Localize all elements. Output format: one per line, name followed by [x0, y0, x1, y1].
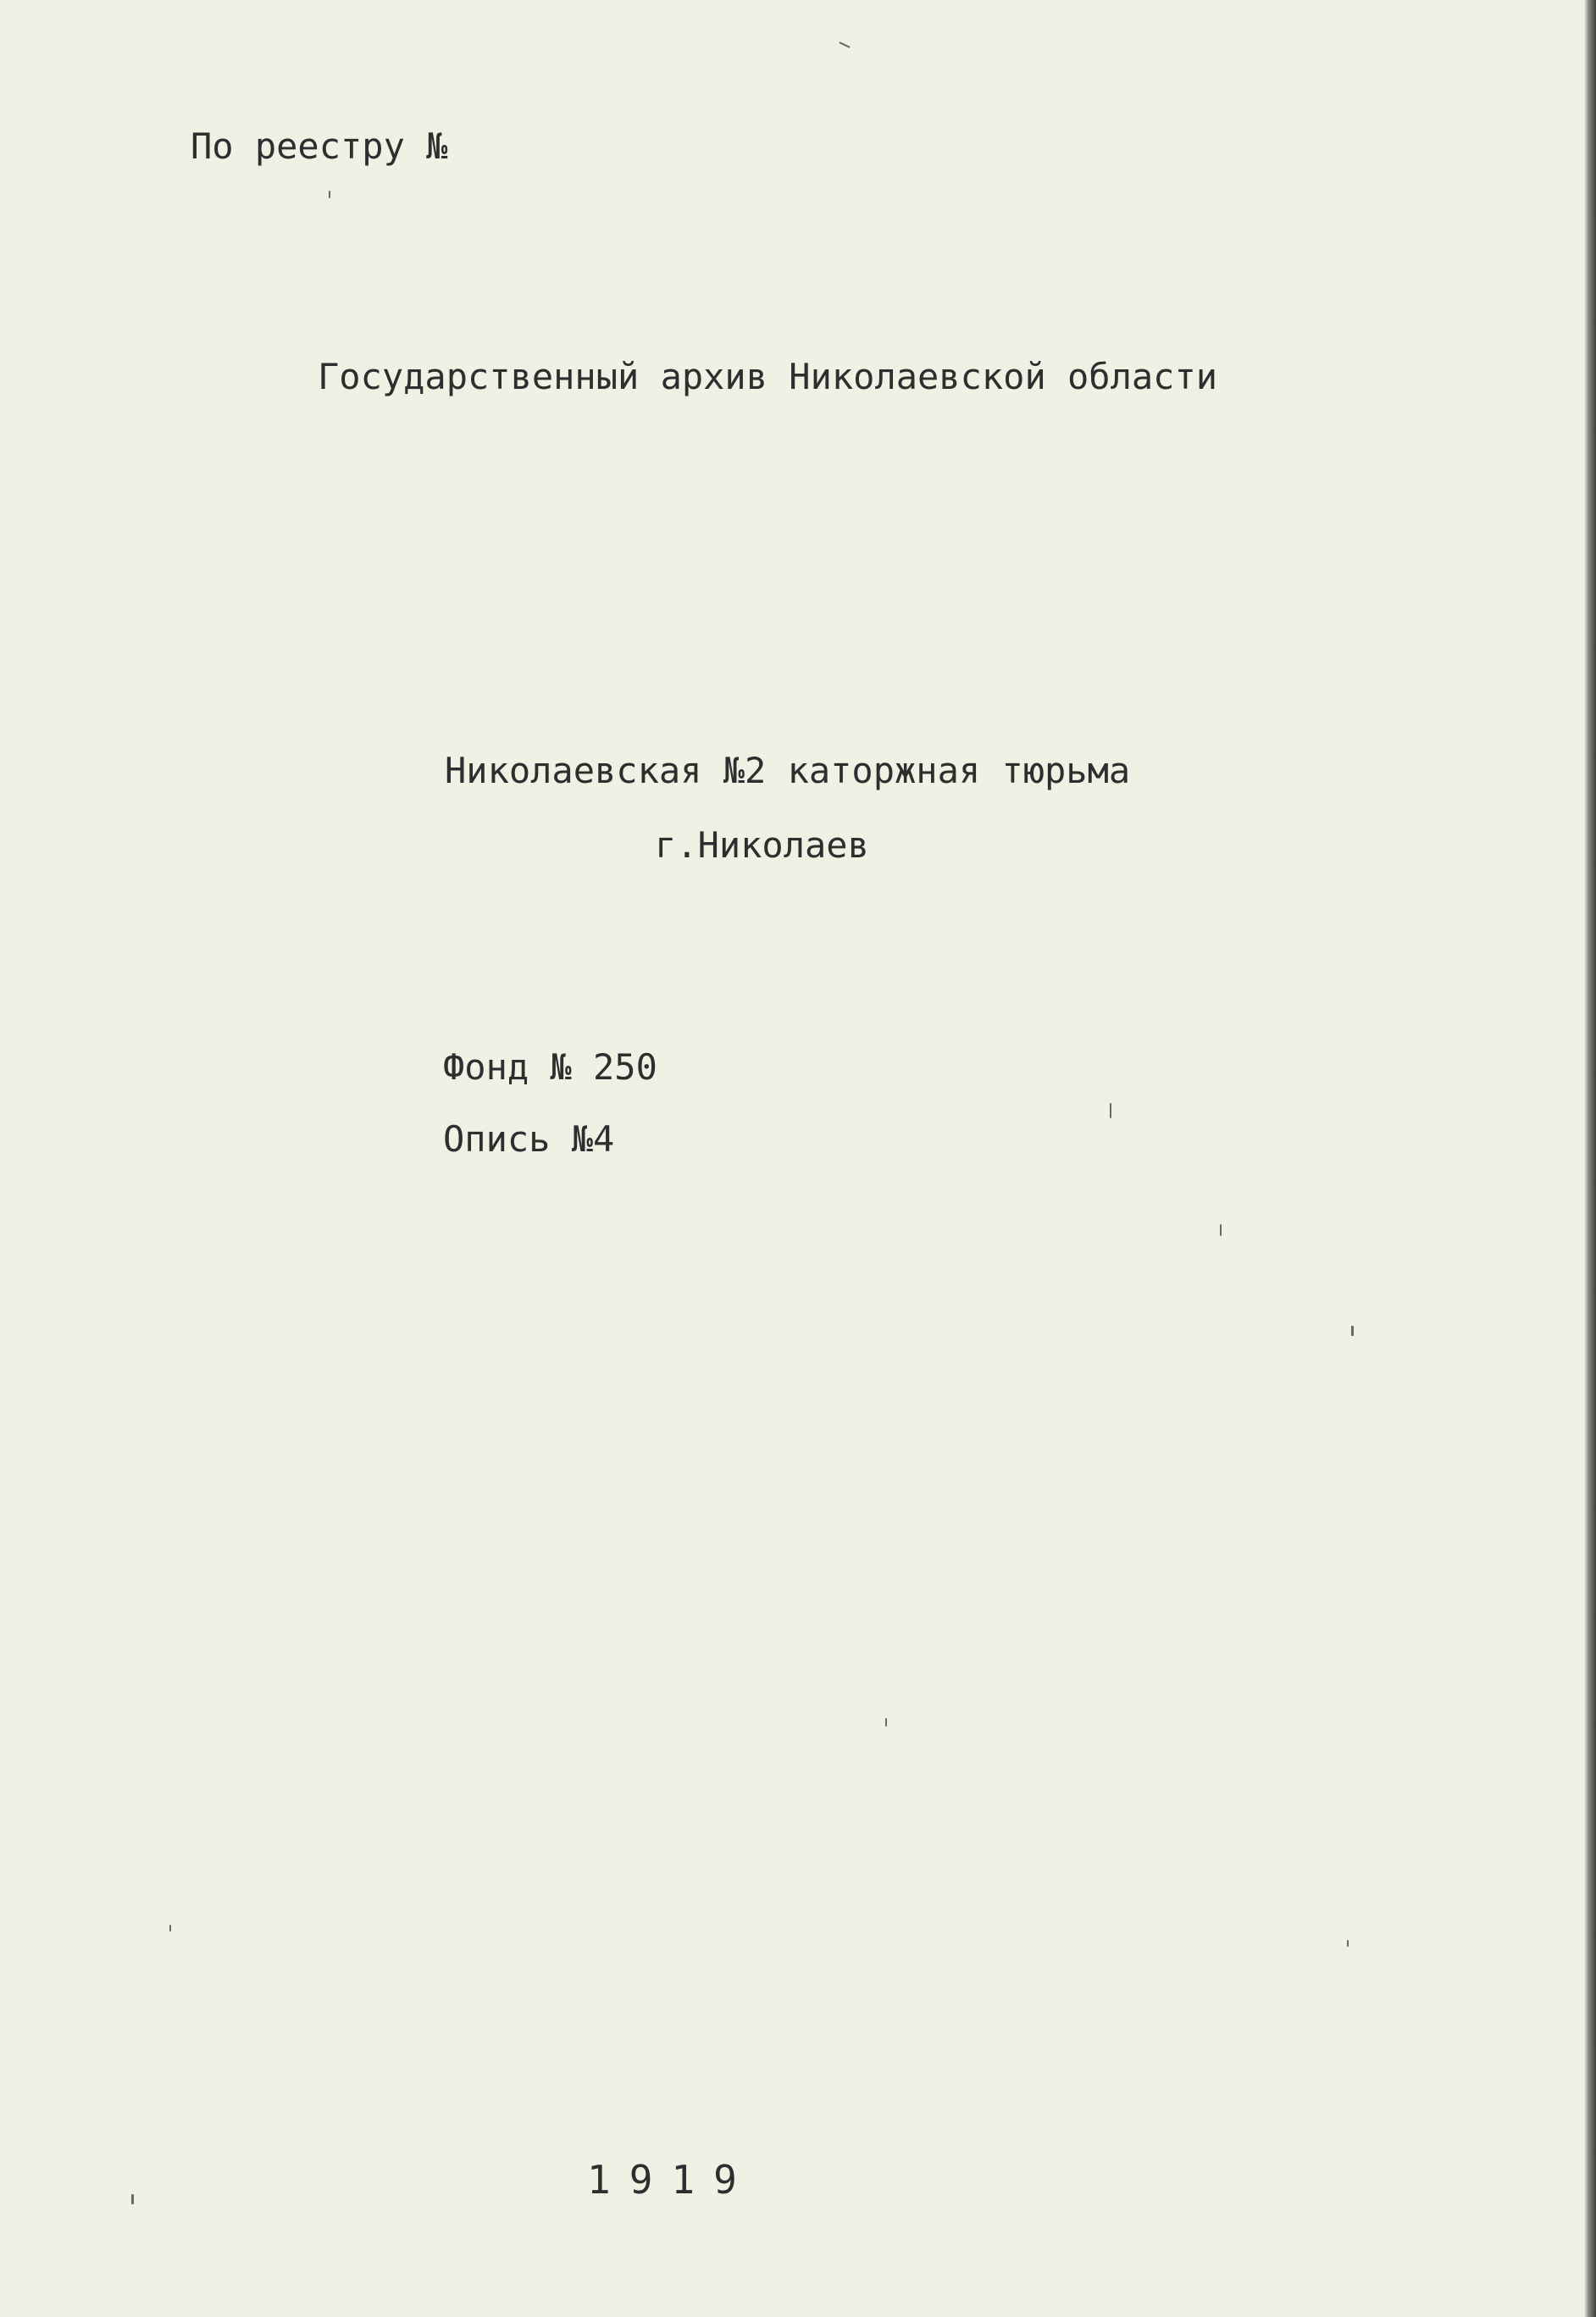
scan-mark [169, 1925, 171, 1932]
archive-name: Государственный архив Николаевской области [318, 356, 1218, 397]
scan-mark [1110, 1103, 1111, 1118]
city-name: г.Николаев [655, 824, 869, 866]
scan-mark [1351, 1326, 1354, 1336]
organization-name: Николаевская №2 каторжная тюрьма [445, 750, 1131, 791]
registry-number-line: По реестру № [191, 125, 448, 167]
opis-number: Опись №4 [443, 1118, 615, 1160]
scan-mark [1347, 1940, 1349, 1947]
scan-mark [885, 1718, 887, 1727]
scan-mark [329, 191, 330, 198]
scan-mark [839, 42, 851, 48]
document-year: 1919 [587, 2157, 756, 2203]
scan-mark [1220, 1224, 1222, 1236]
scan-mark [131, 2194, 134, 2204]
fond-number: Фонд № 250 [443, 1046, 657, 1088]
page-edge-shadow [1584, 0, 1596, 2317]
